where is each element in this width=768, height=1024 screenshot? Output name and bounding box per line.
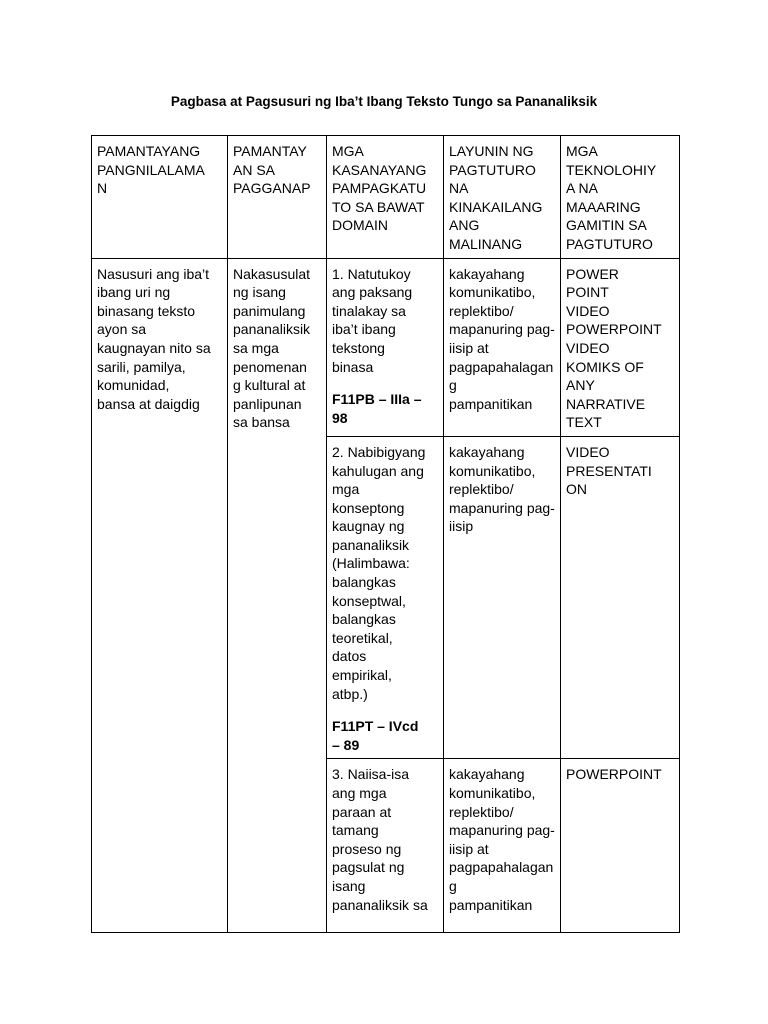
layunin-cell: kakayahang komunikatibo, replektibo/ mapanuring pag- iisip at pagpapahalagan g pampanitikan xyxy=(444,258,561,436)
teknolohiya-cell: POWER POINT VIDEO POWERPOINT VIDEO KOMIKS OF ANY NARRATIVE TEXT xyxy=(561,258,680,436)
kasanayan-text: 2. Nabibigyang kahulugan ang mga konseptong kaugnay ng pananaliksik (Halimbawa: balangkas konseptwal, balangkas teoretikal, datos empirikal, atbp.) xyxy=(332,443,426,702)
curriculum-table xyxy=(91,135,680,933)
kasanayan-cell xyxy=(327,759,444,933)
layunin-cell: kakayahang komunikatibo, replektibo/ mapanuring pag- iisip at pagpapahalagan g pampanitikan xyxy=(444,759,561,933)
teknolohiya-cell: POWERPOINT xyxy=(561,759,680,933)
pamantayan-sa-pagganap-cell: Nakasusulat ng isang panimulang pananaliksik sa mga penomenan g kultural at panlipunan sa bansa xyxy=(228,258,327,933)
teknolohiya-cell: VIDEO PRESENTATI ON xyxy=(561,436,680,759)
layunin-cell: kakayahang komunikatibo, replektibo/ mapanuring pag- iisip xyxy=(444,436,561,759)
kasanayan-text: 3. Naiisa-isa ang mga paraan at tamang proseso ng pagsulat ng isang pananaliksik sa xyxy=(332,766,428,913)
kasanayan-cell xyxy=(327,258,444,436)
header-layunin: LAYUNIN NG PAGTUTURO NA KINAKAILANG ANG MALINANG xyxy=(444,136,561,259)
header-row xyxy=(92,136,680,259)
header-kasanayan: MGA KASANAYANG PAMPAGKATU TO SA BAWAT DOMAIN xyxy=(327,136,444,259)
kasanayan-code: F11PB – IIIa – 98 xyxy=(332,391,422,426)
header-teknolohiya: MGA TEKNOLOHIY A NA MAAARING GAMITIN SA PAGTUTURO xyxy=(561,136,680,259)
document-title: Pagbasa at Pagsusuri ng Iba’t Ibang Teksto Tungo sa Pananaliksik xyxy=(170,94,598,109)
header-pamantayang-pangnilalaman: PAMANTAYANG PANGNILALAMA N xyxy=(92,136,228,259)
pamantayang-pangnilalaman-cell: Nasusuri ang iba’t ibang uri ng binasang teksto ayon sa kaugnayan nito sa sarili, pamilya, komunidad, bansa at daigdig xyxy=(92,258,228,933)
kasanayan-text: 1. Natutukoy ang paksang tinalakay sa iba’t ibang tekstong binasa xyxy=(332,265,413,375)
header-pamantayan-sa-pagganap: PAMANTAY AN SA PAGGANAP xyxy=(228,136,327,259)
table-row xyxy=(92,258,680,436)
kasanayan-code: F11PT – IVcd – 89 xyxy=(332,718,419,753)
kasanayan-cell xyxy=(327,436,444,759)
